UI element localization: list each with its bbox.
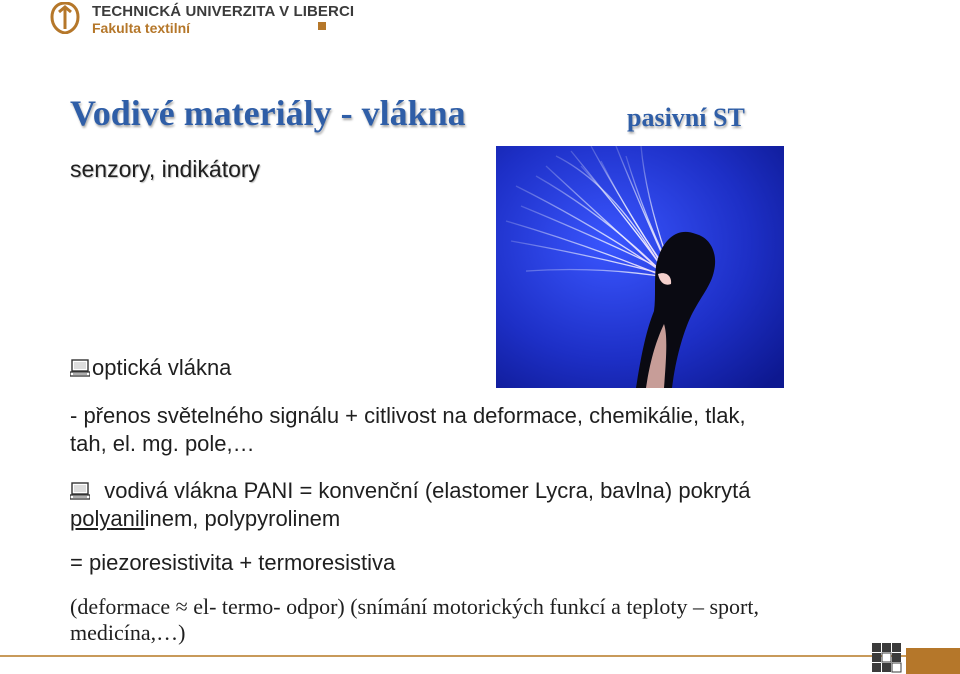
university-crest-icon bbox=[50, 2, 80, 34]
body-line-5-underlined: anil bbox=[110, 506, 145, 531]
computer-bullet-icon bbox=[70, 482, 90, 500]
bullet-conductive-fibers-text: vodivá vlákna PANI = konvenční (elastomer Lycra, bavlna) pokrytá bbox=[104, 478, 751, 503]
university-name: TECHNICKÁ UNIVERZITA V LIBERCI bbox=[92, 3, 355, 20]
footer-grid-logo-icon bbox=[872, 643, 902, 673]
body-line-3: tah, el. mg. pole,… bbox=[70, 431, 255, 456]
slide-subtitle: senzory, indikátory bbox=[70, 156, 261, 182]
body-line-2: - přenos světelného signálu + citlivost na deformace, chemikálie, tlak, bbox=[70, 403, 746, 428]
bullet-optical-fibers bbox=[70, 355, 231, 381]
fiber-optic-hand-image bbox=[496, 146, 784, 388]
body-line-8: medicína,…) bbox=[70, 620, 186, 645]
bullet-optical-fibers-text: optická vlákna bbox=[92, 355, 232, 380]
bullet-conductive-fibers bbox=[70, 478, 750, 504]
footer-divider bbox=[0, 655, 960, 657]
footer-brand-bar bbox=[906, 648, 960, 674]
university-logo bbox=[50, 2, 355, 38]
body-line-5 bbox=[70, 506, 340, 532]
body-line-5-part1: poly bbox=[70, 506, 111, 531]
logo-square bbox=[318, 22, 326, 30]
slide-title-right: pasivní ST bbox=[627, 103, 745, 132]
body-line-6: = piezoresistivita + termoresistiva bbox=[70, 550, 396, 575]
body-line-7: (deformace ≈ el- termo- odpor) (snímání motorických funkcí a teploty – sport, bbox=[70, 594, 759, 619]
faculty-name: Fakulta textilní bbox=[92, 20, 191, 36]
computer-bullet-icon bbox=[70, 359, 90, 377]
slide-title: Vodivé materiály - vlákna bbox=[70, 93, 466, 133]
body-line-5-part2: inem, polypyrolinem bbox=[144, 506, 341, 531]
